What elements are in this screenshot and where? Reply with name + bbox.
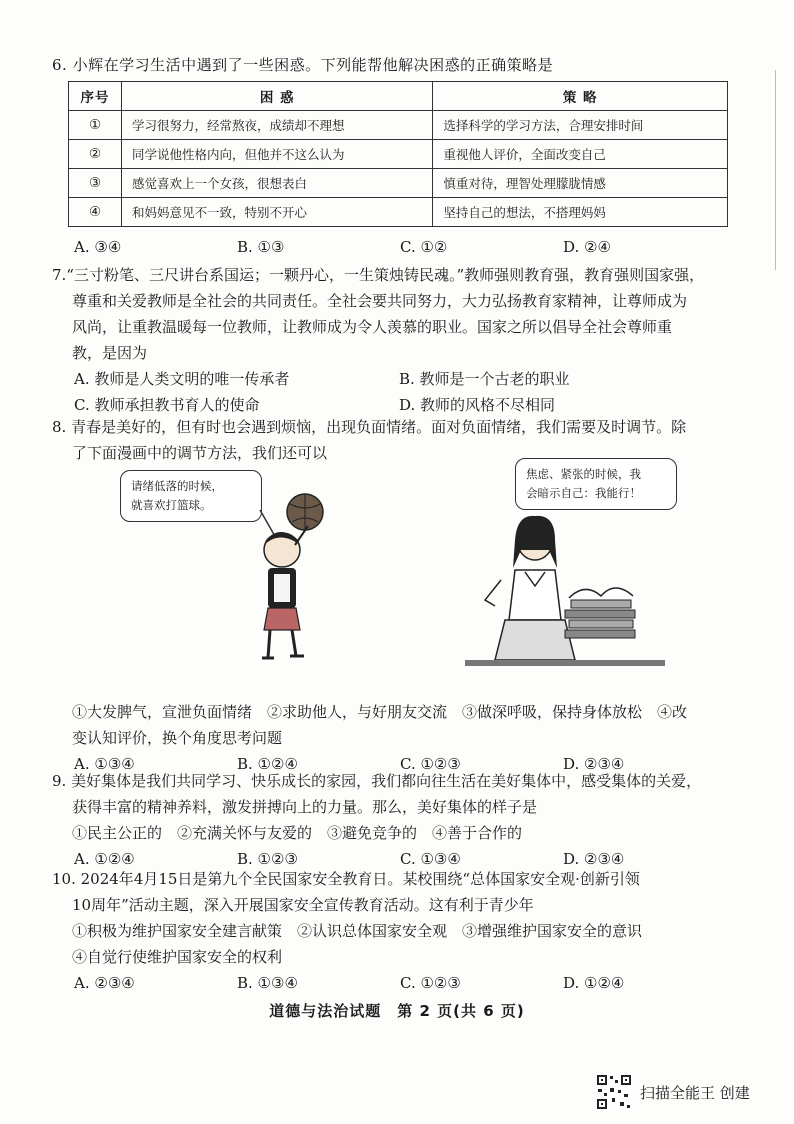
row-number: ④: [69, 198, 122, 227]
q8-line: 了下面漫画中的调节方法，我们还可以: [72, 444, 328, 462]
option-c: C. ①②③: [400, 755, 461, 773]
option-a: A. ①②④: [74, 850, 135, 868]
q10-line: 10周年”活动主题，深入开展国家安全宣传教育活动。这有利于青少年: [72, 896, 534, 914]
option-a: A. ①③④: [74, 755, 135, 773]
q7-line: 尊重和关爱教师是全社会的共同责任。全社会要共同努力，大力弘扬教育家精神，让尊师成为: [72, 292, 688, 310]
q8-choice-line: 变认知评价，换个角度思考问题: [72, 729, 283, 747]
bubble-right-line: 会暗示自己：我能行！: [526, 486, 641, 500]
table-row: [69, 169, 728, 198]
option-c: C. ①②: [400, 238, 448, 256]
q6-options: [52, 234, 746, 260]
option-d: D. ②③④: [563, 755, 625, 773]
bubble-left-line: 就喜欢打篮球。: [131, 498, 212, 512]
row-confusion: 和妈妈意见不一致，特别不开心: [122, 198, 433, 227]
q9-line: 9. 美好集体是我们共同学习、快乐成长的家园，我们都向往生活在美好集体中，感受集体的关爱，: [52, 772, 702, 790]
header-strategy: 策 略: [433, 82, 728, 111]
header-number: 序号: [69, 82, 122, 111]
scanner-watermark: [596, 1074, 750, 1110]
option-d: D. 教师的风格不尽相同: [399, 396, 556, 414]
option-b: B. ①②④: [237, 755, 298, 773]
q10-line: ④自觉行使维护国家安全的权利: [72, 948, 283, 966]
q9-line: ①民主公正的 ②充满关怀与友爱的 ③避免竞争的 ④善于合作的: [72, 824, 523, 842]
bubble-left-line: 请绪低落的时候，: [131, 479, 223, 493]
option-d: D. ②④: [563, 238, 611, 256]
option-a: A. 教师是人类文明的唯一传承者: [74, 370, 290, 388]
q6-stem: 6. 小辉在学习生活中遇到了一些困惑。下列能帮他解决困惑的正确策略是: [52, 56, 554, 74]
q8-choices: [52, 699, 746, 777]
q7-line: 风尚，让重教温暖每一位教师，让教师成为令人羡慕的职业。国家之所以倡导全社会尊师重: [72, 318, 673, 336]
speech-bubble-right: [515, 458, 677, 510]
table-row: [69, 111, 728, 140]
option-a: A. ③④: [74, 238, 122, 256]
option-b: B. ①③: [237, 238, 285, 256]
option-c: C. 教师承担教书育人的使命: [74, 396, 260, 414]
option-b: B. 教师是一个古老的职业: [399, 370, 570, 388]
page-footer: 道德与法治试题 第 2 页(共 6 页): [269, 1002, 525, 1020]
row-number: ②: [69, 140, 122, 169]
q8-choice-line: ①大发脾气，宣泄负面情绪 ②求助他人，与好朋友交流 ③做深呼吸，保持身体放松 ④改: [72, 703, 688, 721]
option-b: B. ①②③: [237, 850, 298, 868]
option-c: C. ①②③: [400, 974, 461, 992]
q7-line: 教，是因为: [72, 344, 148, 362]
bubble-right-line: 焦虑、紧张的时候，我: [526, 467, 641, 481]
qr-code-icon: [596, 1074, 632, 1110]
table-header-row: [69, 82, 728, 111]
q6-strategy-table: [68, 81, 728, 227]
q10-line: 10. 2024年4月15日是第九个全民国家安全教育日。某校围绕“总体国家安全观·创新引领: [52, 870, 640, 888]
header-confusion: 困 惑: [122, 82, 433, 111]
row-number: ③: [69, 169, 122, 198]
question-7: [52, 262, 746, 418]
girl-with-books-illustration: [465, 510, 665, 670]
row-confusion: 学习很努力，经常熬夜，成绩却不理想: [122, 111, 433, 140]
row-number: ①: [69, 111, 122, 140]
table-row: [69, 140, 728, 169]
option-c: C. ①③④: [400, 850, 461, 868]
option-a: A. ②③④: [74, 974, 135, 992]
q7-line: 7.“三寸粉笔、三尺讲台系国运；一颗丹心，一生策烛铸民魂。”教师强则教育强，教育强则国家强，: [52, 266, 705, 284]
question-10: [52, 866, 746, 996]
scanner-label: 扫描全能王 创建: [640, 1083, 750, 1102]
option-d: D. ②③④: [563, 850, 625, 868]
boy-basketball-illustration: [200, 490, 350, 670]
row-strategy: 慎重对待，理智处理朦胧情感: [433, 169, 728, 198]
table-row: [69, 198, 728, 227]
option-b: B. ①③④: [237, 974, 298, 992]
option-d: D. ①②④: [563, 974, 625, 992]
q9-line: 获得丰富的精神养料，激发拼搏向上的力量。那么，美好集体的样子是: [72, 798, 538, 816]
q8-line: 8. 青春是美好的，但有时也会遇到烦恼，出现负面情绪。面对负面情绪，我们需要及时调节。除: [52, 418, 687, 436]
q10-line: ①积极为维护国家安全建言献策 ②认识总体国家安全观 ③增强维护国家安全的意识: [72, 922, 643, 940]
scan-edge-line: [775, 70, 776, 270]
row-confusion: 同学说他性格内向，但他并不这么认为: [122, 140, 433, 169]
row-strategy: 选择科学的学习方法，合理安排时间: [433, 111, 728, 140]
question-6: [52, 52, 746, 78]
row-strategy: 坚持自己的想法，不搭理妈妈: [433, 198, 728, 227]
row-confusion: 感觉喜欢上一个女孩，很想表白: [122, 169, 433, 198]
row-strategy: 重视他人评价，全面改变自己: [433, 140, 728, 169]
question-9: [52, 768, 746, 872]
